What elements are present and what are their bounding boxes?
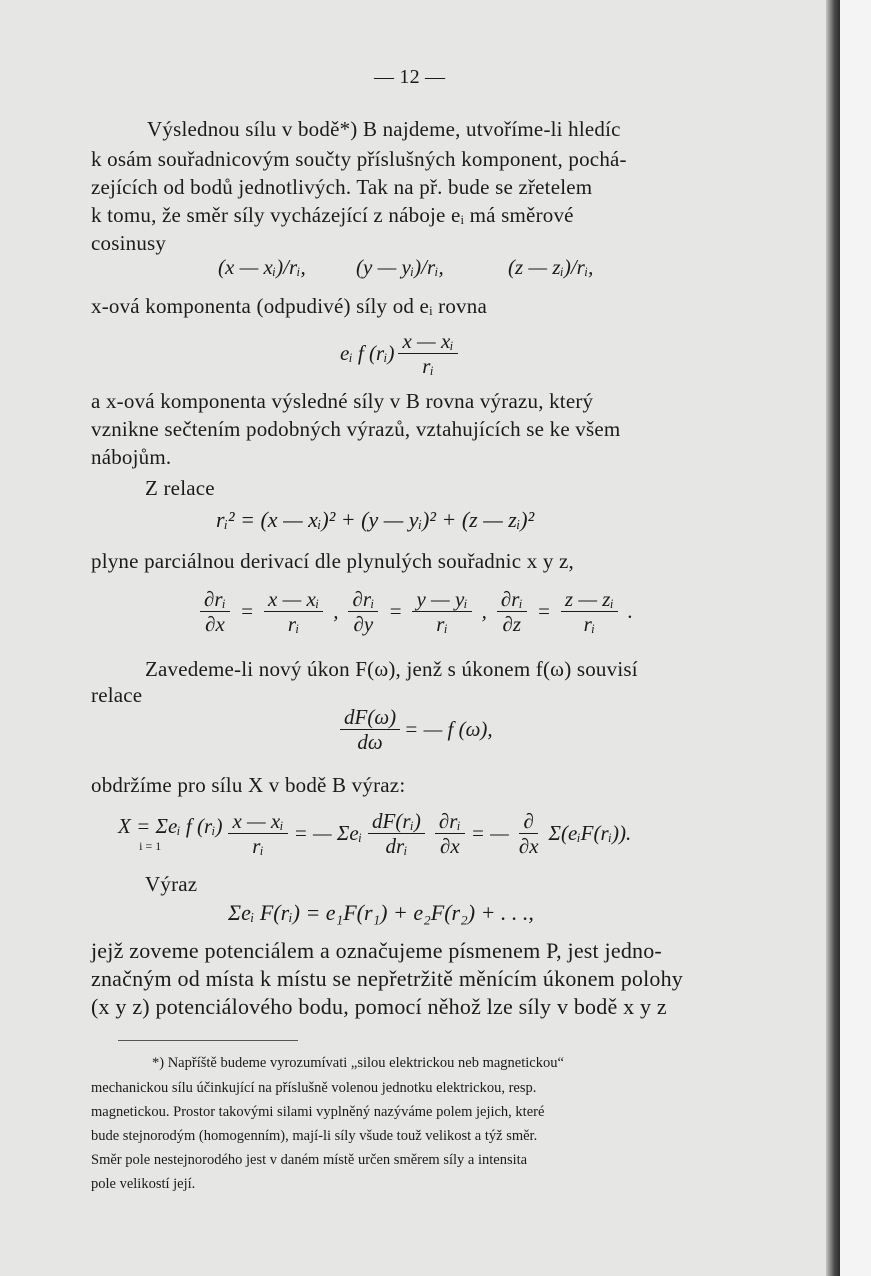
fraction-denominator: ∂x bbox=[439, 834, 460, 859]
equation-cosine-z: (z — zᵢ)/rᵢ, bbox=[508, 255, 594, 279]
fraction bbox=[435, 810, 465, 857]
page-edge bbox=[840, 0, 871, 1276]
equation-tail: Σ(eᵢF(rᵢ)). bbox=[548, 821, 632, 846]
text-line: k osám souřadnicovým součty příslušných komponent, pochá- bbox=[91, 147, 627, 171]
fraction-numerator: ∂rᵢ bbox=[200, 588, 230, 612]
fraction bbox=[264, 588, 323, 635]
fraction bbox=[228, 810, 287, 857]
sum-block bbox=[118, 814, 222, 854]
fraction bbox=[200, 588, 230, 635]
fraction-numerator: x — xᵢ bbox=[264, 588, 323, 612]
equation-middle: = — Σeᵢ bbox=[293, 821, 363, 846]
fraction bbox=[348, 588, 378, 635]
text-line: obdržíme pro sílu X v bodě B výraz: bbox=[91, 773, 406, 797]
text-line: Zavedeme-li nový úkon F(ω), jenž s úkonem f(ω) souvisí bbox=[145, 657, 638, 681]
fraction-numerator: ∂rᵢ bbox=[348, 588, 378, 612]
fraction-numerator: ∂rᵢ bbox=[435, 810, 465, 834]
fraction bbox=[368, 810, 425, 857]
footnote-divider bbox=[118, 1040, 298, 1041]
text-line: jejž zoveme potenciálem a označujeme písmenem P, jest jedno- bbox=[91, 938, 662, 963]
equals-sign: = bbox=[239, 599, 255, 624]
page-number: — 12 — bbox=[374, 66, 446, 88]
equation-rhs: = — f (ω), bbox=[404, 717, 493, 742]
fraction-denominator: rᵢ bbox=[422, 354, 434, 379]
equation-potential: Σeᵢ F(rᵢ) = e₁F(r₁) + e₂F(r₂) + . . ., bbox=[228, 900, 534, 925]
text-line: cosinusy bbox=[91, 231, 167, 255]
fraction-numerator: ∂rᵢ bbox=[497, 588, 527, 612]
fraction-denominator: ∂x bbox=[518, 834, 539, 859]
fraction-numerator: ∂ bbox=[519, 810, 537, 834]
fraction bbox=[412, 588, 471, 635]
footnote-line: bude stejnorodým (homogenním), mají-li síly všude touž velikost a týž směr. bbox=[91, 1128, 538, 1144]
equation-dF bbox=[336, 706, 493, 753]
fraction-denominator: ∂z bbox=[502, 612, 522, 637]
fraction-denominator: rᵢ bbox=[583, 612, 596, 637]
equals-sign: = bbox=[536, 599, 551, 624]
fraction-denominator: ∂x bbox=[205, 612, 225, 637]
fraction-denominator: ∂y bbox=[353, 612, 374, 637]
equation-lhs: X = Σeᵢ f (rᵢ) bbox=[118, 813, 223, 838]
equation-cosine-y: (y — yᵢ)/rᵢ, bbox=[356, 255, 444, 279]
fraction-numerator: z — zᵢ bbox=[561, 588, 618, 612]
fraction bbox=[497, 588, 527, 635]
footnote-line: Směr pole nestejnorodého jest v daném místě určen směrem síly a intensita bbox=[91, 1152, 528, 1168]
fraction-numerator: x — xᵢ bbox=[228, 810, 287, 834]
separator: , bbox=[481, 599, 487, 624]
text-line: Výslednou sílu v bodě*) B najdeme, utvoříme-li hledíc bbox=[147, 117, 621, 141]
text-line: (x y z) potenciálového bodu, pomocí něhož lze síly v bodě x y z bbox=[91, 994, 667, 1019]
text-line: vznikne sečtením podobných výrazů, vztahujících se ke všem bbox=[91, 417, 621, 441]
text-line: Výraz bbox=[145, 872, 198, 896]
footnote-line: magnetickou. Prostor takovými silami vyplněný nazýváme polem jejich, které bbox=[91, 1104, 545, 1120]
text-line: k tomu, že směr síly vycházející z náboje eᵢ má směrové bbox=[91, 203, 574, 227]
fraction bbox=[561, 588, 618, 635]
fraction-numerator: dF(ω) bbox=[340, 706, 400, 730]
footnote-line: *) Napříště budeme vyrozumívati „silou elektrickou neb magnetickou“ bbox=[152, 1055, 564, 1071]
text-line: x-ová komponenta (odpudivé) síly od eᵢ rovna bbox=[91, 294, 487, 318]
footnote-line: pole velikostí její. bbox=[91, 1176, 196, 1192]
footnote-line: mechanickou sílu účinkující na příslušně volenou jednotku elektrickou, resp. bbox=[91, 1080, 537, 1096]
fraction bbox=[340, 706, 400, 753]
text-line: Z relace bbox=[145, 476, 215, 500]
equation-partials bbox=[196, 588, 633, 635]
fraction-numerator: dF(rᵢ) bbox=[368, 810, 425, 834]
fraction-denominator: rᵢ bbox=[252, 834, 264, 859]
text-line: a x-ová komponenta výsledné síly v B rovna výrazu, který bbox=[91, 389, 594, 413]
separator: . bbox=[627, 599, 634, 624]
fraction-numerator: y — yᵢ bbox=[412, 588, 471, 612]
text-line: zejících od bodů jednotlivých. Tak na př. bude se zřetelem bbox=[91, 175, 593, 199]
text-line: značným od místa k místu se nepřetržitě měnícím úkonem polohy bbox=[91, 966, 684, 991]
text-line: relace bbox=[91, 683, 143, 707]
equation-cosine-x: (x — xᵢ)/rᵢ, bbox=[218, 255, 306, 279]
sum-index: i = 1 bbox=[139, 838, 162, 853]
equation-X bbox=[118, 810, 631, 857]
fraction-denominator: drᵢ bbox=[385, 834, 408, 859]
text-line: plyne parciálnou derivací dle plynulých souřadnic x y z, bbox=[91, 549, 574, 573]
book-spine-shadow bbox=[826, 0, 840, 1276]
fraction bbox=[398, 330, 457, 377]
fraction bbox=[515, 810, 543, 857]
text-line: nábojům. bbox=[91, 445, 172, 469]
equals-sign: = bbox=[388, 599, 403, 624]
fraction-denominator: rᵢ bbox=[287, 612, 300, 637]
fraction-denominator: dω bbox=[357, 730, 383, 755]
equation-relation: rᵢ² = (x — xᵢ)² + (y — yᵢ)² + (z — zᵢ)² bbox=[216, 507, 535, 532]
fraction-numerator: x — xᵢ bbox=[398, 330, 457, 354]
equation-x-component bbox=[340, 330, 462, 377]
separator: , bbox=[333, 599, 339, 624]
fraction-denominator: rᵢ bbox=[436, 612, 448, 637]
equals-minus: = — bbox=[470, 821, 509, 846]
equation-factor: eᵢ f (rᵢ) bbox=[340, 341, 395, 366]
